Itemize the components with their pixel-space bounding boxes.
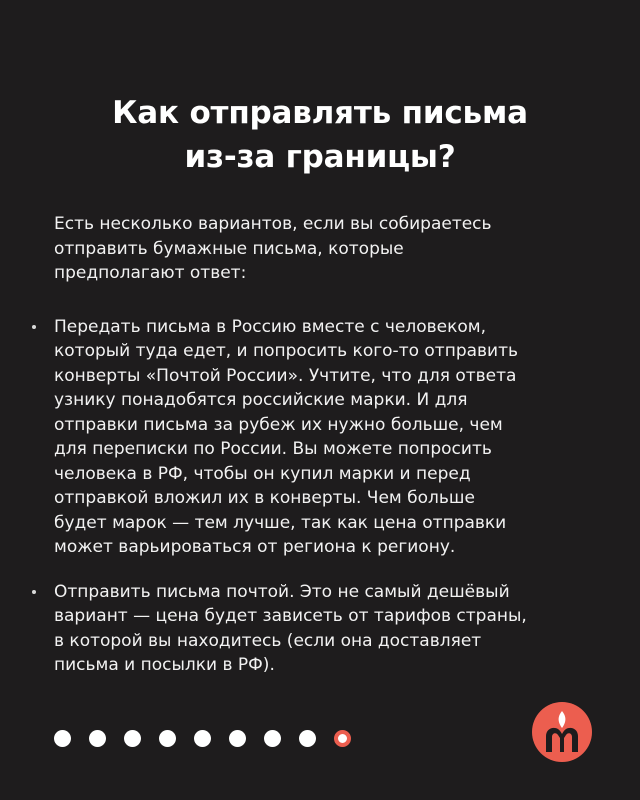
bullet-icon: [32, 590, 36, 594]
intro-paragraph: [54, 212, 599, 286]
title-line-2: из-за границы?: [184, 139, 456, 175]
pager-dot-6[interactable]: [229, 730, 246, 747]
option-1-line-6: для переписки по России. Вы можете попросить: [54, 439, 492, 459]
option-2-line-2: вариант — цена будет зависеть от тарифов страны,: [54, 606, 527, 626]
pager-dot-7[interactable]: [264, 730, 281, 747]
option-1-line-4: узнику понадобятся российские марки. И для: [54, 390, 468, 410]
title-line-1: Как отправлять письма: [112, 95, 528, 131]
content-body: [54, 212, 599, 698]
intro-line-1: Есть несколько вариантов, если вы собираетесь: [54, 214, 492, 234]
page-title: [40, 91, 600, 179]
option-1-line-3: конверты «Почтой России». Учтите, что для ответа: [54, 365, 517, 386]
intro-line-3: предполагают ответ:: [54, 263, 247, 283]
pager-dot-5[interactable]: [194, 730, 211, 747]
pager-dot-1[interactable]: [54, 730, 71, 747]
option-2-line-4: письма и посылки в РФ).: [54, 655, 275, 675]
option-1-line-5: отправки письма за рубеж их нужно больше, чем: [54, 414, 503, 435]
intro-line-2: отправить бумажные письма, которые: [54, 238, 404, 259]
options-list: [54, 315, 599, 678]
pager-dot-current[interactable]: [334, 730, 351, 747]
pager-dot-2[interactable]: [89, 730, 106, 747]
option-1-line-8: отправкой вложил их в конверты. Чем больше: [54, 488, 475, 508]
carousel-pager: [54, 729, 351, 747]
option-1-line-9: будет марок — тем лучше, так как цена отправки: [54, 512, 507, 533]
bullet-icon: [32, 325, 36, 329]
option-2-line-3: в которой вы находитесь (если она доставляет: [54, 630, 482, 651]
pager-dot-3[interactable]: [124, 730, 141, 747]
option-1-line-7: человека в РФ, чтобы он купил марки и перед: [54, 463, 471, 484]
option-item-2: [54, 580, 599, 678]
memorial-m-flame-logo-icon: [532, 702, 592, 762]
pager-dot-8[interactable]: [299, 730, 316, 747]
option-1-line-1: Передать письма в Россию вместе с человеком,: [54, 316, 487, 337]
option-1-line-2: который туда едет, и попросить кого-то отправить: [54, 341, 519, 361]
pager-dot-4[interactable]: [159, 730, 176, 747]
option-item-1: [54, 315, 599, 560]
option-2-line-1: Отправить письма почтой. Это не самый дешёвый: [54, 581, 510, 602]
option-1-line-10: может варьироваться от региона к региону.: [54, 537, 456, 557]
